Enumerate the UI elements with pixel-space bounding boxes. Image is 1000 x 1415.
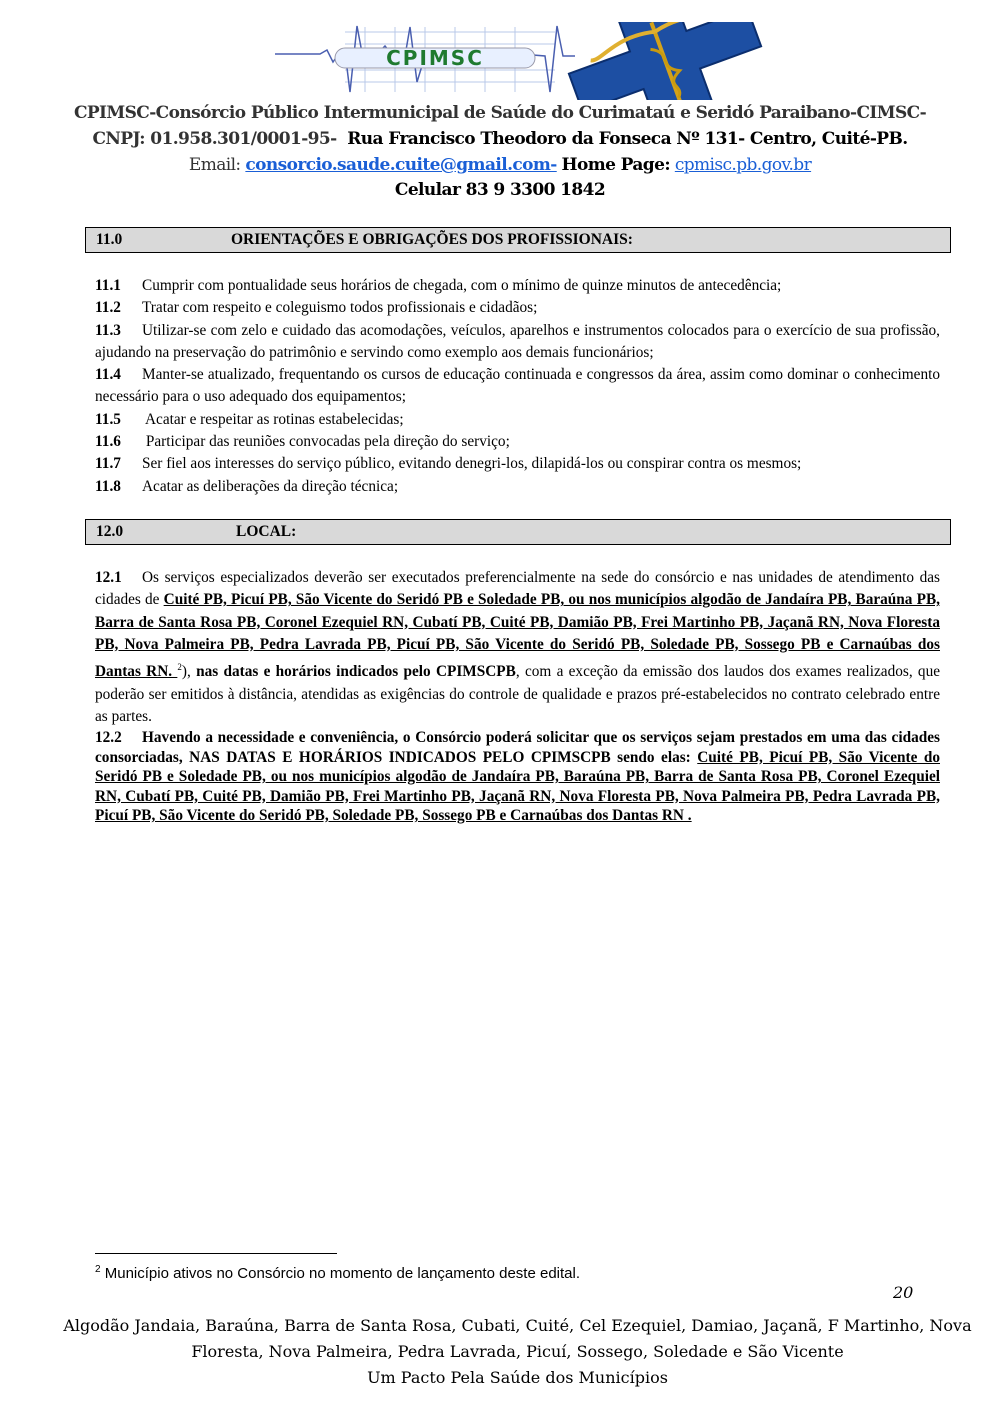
- contact-line: [0, 155, 1000, 175]
- homepage-link[interactable]: cpmisc.pb.gov.br: [674, 155, 812, 175]
- page-number: 20: [893, 1283, 914, 1302]
- item-number: 11.6: [95, 433, 121, 451]
- item-text: Utilizar-se com zelo e cuidado das acomodações, veículos, aparelhos e instrumentos colocados para o exercício de sua profissão, ajudando na preservação do patrimônio e servindo como exemplo aos demais funcionários;: [95, 321, 940, 361]
- email-label: Email:: [188, 155, 241, 175]
- section-number: 12.0: [96, 523, 124, 540]
- list-item: [95, 320, 940, 365]
- section-title: ORIENTAÇÕES E OBRIGAÇÕES DOS PROFISSIONAIS:: [231, 231, 633, 248]
- item-text: Os serviços especializados deverão ser executados preferencialmente na sede do consórcio e nas unidades de atendimento das cidades de: [95, 569, 940, 609]
- footnote-ref[interactable]: 2: [177, 662, 182, 673]
- org-name: CPIMSC-Consórcio Público Intermunicipal de Saúde do Curimataú e Seridó Paraibano-CIMSC-: [73, 103, 927, 123]
- email-link[interactable]: consorcio.saude.cuite@gmail.com-: [245, 155, 557, 175]
- city-list: Cuité PB, Picuí PB, São Vicente do Seridó PB e Soledade PB, ou nos municípios algodão de Jandaíra PB, Baraúna PB, Barra de Santa Rosa PB, Coronel Ezequiel RN, Cubatí PB, Cuité PB, Damião PB, Frei Martinho PB, Jaçanã RN, Nova Floresta PB, Nova Palmeira PB, Pedra Lavrada PB, Picuí PB, São Vicente do Seridó PB, Soledade PB, Sossego PB e Carnaúbas dos Dantas RN .: [95, 748, 940, 825]
- item-text-bold: nas datas e horários indicados pelo CPIMSCPB: [196, 663, 516, 681]
- section-heading-11: [85, 227, 951, 253]
- svg-text:CPIMSC: CPIMSC: [386, 46, 484, 70]
- page-footer: [60, 1313, 975, 1391]
- item-text: Acatar as deliberações da direção técnica;: [142, 477, 399, 495]
- list-item: [95, 728, 940, 826]
- list-item: [95, 567, 940, 728]
- list-item: [95, 431, 940, 453]
- phone: Celular 83 9 3300 1842: [394, 180, 606, 200]
- item-text: Acatar e respeitar as rotinas estabelecidas;: [142, 410, 404, 428]
- address: Rua Francisco Theodoro da Fonseca Nº 131- Centro, Cuité-PB.: [347, 129, 908, 149]
- item-number: 11.4: [95, 366, 121, 384]
- item-text: , com a exceção da emissão dos laudos dos exames realizados, que poderão ser emitidos à distância, atendidas as exigências do controle de qualidade e prazos pré-estabelecidos no contrato celebrado entre as partes.: [95, 663, 941, 725]
- item-number: 11.1: [95, 277, 121, 294]
- list-item: [95, 275, 940, 297]
- footnote-number: 2: [95, 1264, 101, 1275]
- city-list: Cuité PB, Picuí PB, São Vicente do Seridó PB e Soledade PB, ou nos municípios algodão de Jandaíra PB, Baraúna PB, Barra de Santa Rosa PB, Coronel Ezequiel RN, Cubatí PB, Cuité PB, Damião PB, Frei Martinho PB, Jaçanã RN, Nova Floresta PB, Nova Palmeira PB, Pedra Lavrada PB, Picuí PB, São Vicente do Seridó PB, Soledade PB, Sossego PB e Carnaúbas dos Dantas RN.: [95, 591, 940, 681]
- item-number: 11.3: [95, 321, 121, 339]
- list-item: [95, 476, 940, 498]
- footnote-separator: [95, 1253, 337, 1254]
- item-text: Cumprir com pontualidade seus horários de chegada, com o mínimo de quinze minutos de antecedência;: [142, 277, 782, 294]
- cnpj: CNPJ: 01.958.301/0001-95-: [92, 129, 337, 149]
- item-text: Ser fiel aos interesses do serviço público, evitando denegri-los, dilapidá-los ou conspirar contra os mesmos;: [142, 455, 802, 473]
- item-text: Tratar com respeito e coleguismo todos profissionais e cidadãos;: [142, 299, 538, 317]
- footer-slogan: Um Pacto Pela Saúde dos Municípios: [367, 1368, 668, 1387]
- list-item: [95, 364, 940, 409]
- item-number: 11.2: [95, 299, 121, 317]
- item-text: Havendo a necessidade e conveniência, o Consórcio poderá solicitar que os serviços sejam prestados em uma das cidades consorciadas, NAS DATAS E HORÁRIOS INDICADOS PELO CPIMSCPB sendo elas:: [95, 729, 940, 766]
- list-item: [95, 297, 940, 319]
- homepage-label: Home Page:: [561, 155, 670, 175]
- footnote: [95, 1264, 580, 1282]
- cpimsc-logo: [265, 22, 770, 100]
- section-11-list: [95, 275, 940, 498]
- item-text: ),: [181, 663, 197, 681]
- item-number: 11.7: [95, 455, 121, 473]
- section-number: 11.0: [96, 231, 123, 248]
- section-12-list: [95, 567, 940, 826]
- item-number: 11.8: [95, 477, 121, 495]
- item-text: Participar das reuniões convocadas pela direção do serviço;: [142, 433, 510, 451]
- org-cnpj-address: [0, 129, 1000, 149]
- list-item: [95, 453, 940, 475]
- section-title: LOCAL:: [236, 523, 297, 540]
- item-number: 12.1: [95, 569, 122, 586]
- item-number: 11.5: [95, 410, 121, 428]
- section-heading-12: [85, 519, 951, 545]
- list-item: [95, 409, 940, 431]
- item-text: Manter-se atualizado, frequentando os cursos de educação continuada e congressos da área, assim como dominar o conhecimento necessário para o uso adequado dos equipamentos;: [95, 366, 940, 406]
- footnote-text: Município ativos no Consórcio no momento de lançamento deste edital.: [100, 1265, 580, 1282]
- item-number: 12.2: [95, 729, 122, 747]
- footer-municipalities: Algodão Jandaia, Baraúna, Barra de Santa Rosa, Cubati, Cuité, Cel Ezequiel, Damiao, Jaçanã, F Martinho, Nova Floresta, Nova Palmeira, Pedra Lavrada, Picuí, Sossego, Soledade e São Vicente: [63, 1316, 972, 1361]
